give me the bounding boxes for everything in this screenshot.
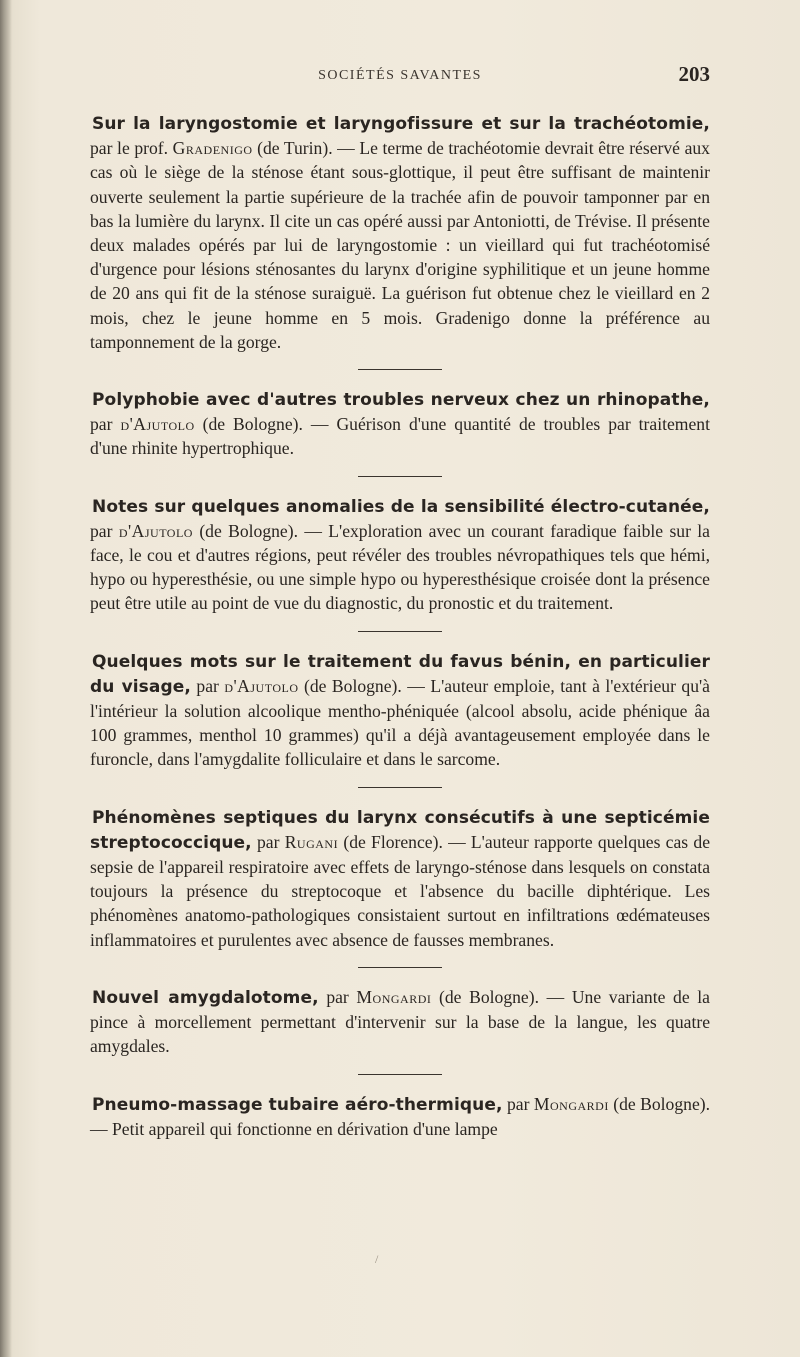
section-divider (358, 369, 442, 370)
entry-text: (de Bologne). — L'exploration avec un courant faradique faible sur la face, le cou et d'autres régions, peut révéler des troubles névropathiques tels que hémi, hypo ou hyperesthésie, ou une simple hypo ou hyperesthésique croisée dont la présence peut être utile au point de vue du diagnostic, du pronostic et du traitement. (90, 520, 710, 614)
entry-paragraph (90, 1092, 710, 1141)
entry-author: d'Ajutolo (224, 675, 299, 696)
entry-septiques (90, 805, 710, 952)
book-spine-shadow (0, 0, 12, 1357)
entry-text: (de Bologne). — Petit appareil qui fonctionne en dérivation d'une lampe (90, 1093, 711, 1139)
section-divider (358, 787, 442, 788)
section-divider (358, 1074, 442, 1075)
entry-paragraph (90, 494, 710, 616)
entry-pre-author: par (90, 414, 121, 435)
entry-pre-author: par (190, 675, 225, 696)
entry-text: (de Bologne). — Guérison d'une quantité de troubles par traitement d'une rhinite hypertrophique. (90, 414, 710, 459)
entry-paragraph (90, 985, 710, 1059)
entry-pre-author: par (502, 1093, 534, 1114)
stray-mark: / (375, 1252, 379, 1266)
entry-author: d'Ajutolo (118, 520, 193, 541)
entry-title: Sur la laryngostomie et laryngofissure et sur la trachéotomie, (92, 114, 710, 134)
entry-text: (de Bologne). — Une variante de la pince à morcellement permettant d'intervenir sur la base de la langue, les quatre amygdales. (90, 986, 710, 1057)
entry-sensibilite (90, 494, 710, 616)
entry-author: Gradenigo (172, 138, 253, 159)
entry-pre-author: par (318, 986, 357, 1007)
entry-polyphobie (90, 387, 710, 461)
entry-title: Phénomènes septiques du larynx consécutifs à une septicémie streptococcique, (90, 807, 710, 853)
entry-paragraph (90, 649, 710, 772)
entry-text: (de Bologne). — L'auteur emploie, tant à l'extérieur qu'à l'intérieur la solution alcoolique mentho-phéniquée (alcool absolu, acide phénique âa 100 grammes, menthol 10 grammes) qu'il a déjà avantageusement employée dans le furoncle, dans l'amygdalite folliculaire et dans le sarcome. (90, 675, 710, 770)
page-number: 203 (678, 62, 710, 86)
entry-paragraph (90, 387, 710, 461)
entry-author: Rugani (284, 831, 339, 852)
entry-paragraph (90, 805, 710, 952)
page-header (90, 62, 710, 92)
entry-title: Quelques mots sur le traitement du favus bénin, en particulier du visage, (90, 651, 710, 697)
entry-title: Pneumo-massage tubaire aéro-thermique, (92, 1094, 503, 1115)
entry-paragraph (90, 111, 710, 354)
entry-author: Mongardi (533, 1093, 609, 1114)
entry-pneumo-massage (90, 1092, 710, 1141)
entry-laryngostomie (90, 111, 710, 354)
section-divider (358, 967, 442, 968)
entry-text: (de Turin). — Le terme de trachéotomie devrait être réservé aux cas où le siège de la sténose étant sous-glottique, il peut être suffisant de maintenir ouverte seulement la partie supérieure de la trachée afin de pouvoir tamponner par en bas la lumière du larynx. Il cite un cas opéré aussi par Antoniotti, de Trévise. Il présente deux malades opérés par lui de laryngostomie : un vieillard qui fut trachéotomisé d'urgence pour lésions sténosantes du larynx d'origine syphilitique et un jeune homme de 20 ans qui fit de la sténose suraiguë. La guérison fut obtenue chez le vieillard en 2 mois, chez le jeune homme en 5 mois. Gradenigo donne la préférence au tamponnement de la gorge. (90, 138, 710, 352)
section-divider (358, 476, 442, 477)
entry-author: d'Ajutolo (120, 414, 195, 435)
entry-favus (90, 649, 710, 772)
entry-title: Nouvel amygdalotome, (92, 987, 319, 1008)
entry-text: (de Florence). — L'auteur rapporte quelques cas de sepsie de l'appareil respiratoire avec effets de laryngo-sténose dans lesquels on constata toujours la présence du streptocoque et l'absence du bacille diphtérique. Les phénomènes anatomo-pathologiques consistaient surtout en infiltrations œdémateuses inflammatoires et purulentes avec absence de fausses membranes. (90, 831, 710, 950)
entry-title: Notes sur quelques anomalies de la sensibilité électro-cutanée, (92, 496, 710, 517)
entry-title: Polyphobie avec d'autres troubles nerveux chez un rhinopathe, (92, 390, 710, 411)
entry-pre-author: par (90, 520, 119, 541)
running-head: SOCIÉTÉS SAVANTES (318, 68, 482, 83)
article-body (90, 111, 710, 1141)
entry-amygdalotome (90, 985, 710, 1059)
entry-pre-author: par (251, 831, 285, 852)
section-divider (358, 631, 442, 632)
entry-pre-author: par le prof. (90, 138, 173, 159)
entry-author: Mongardi (356, 986, 432, 1007)
